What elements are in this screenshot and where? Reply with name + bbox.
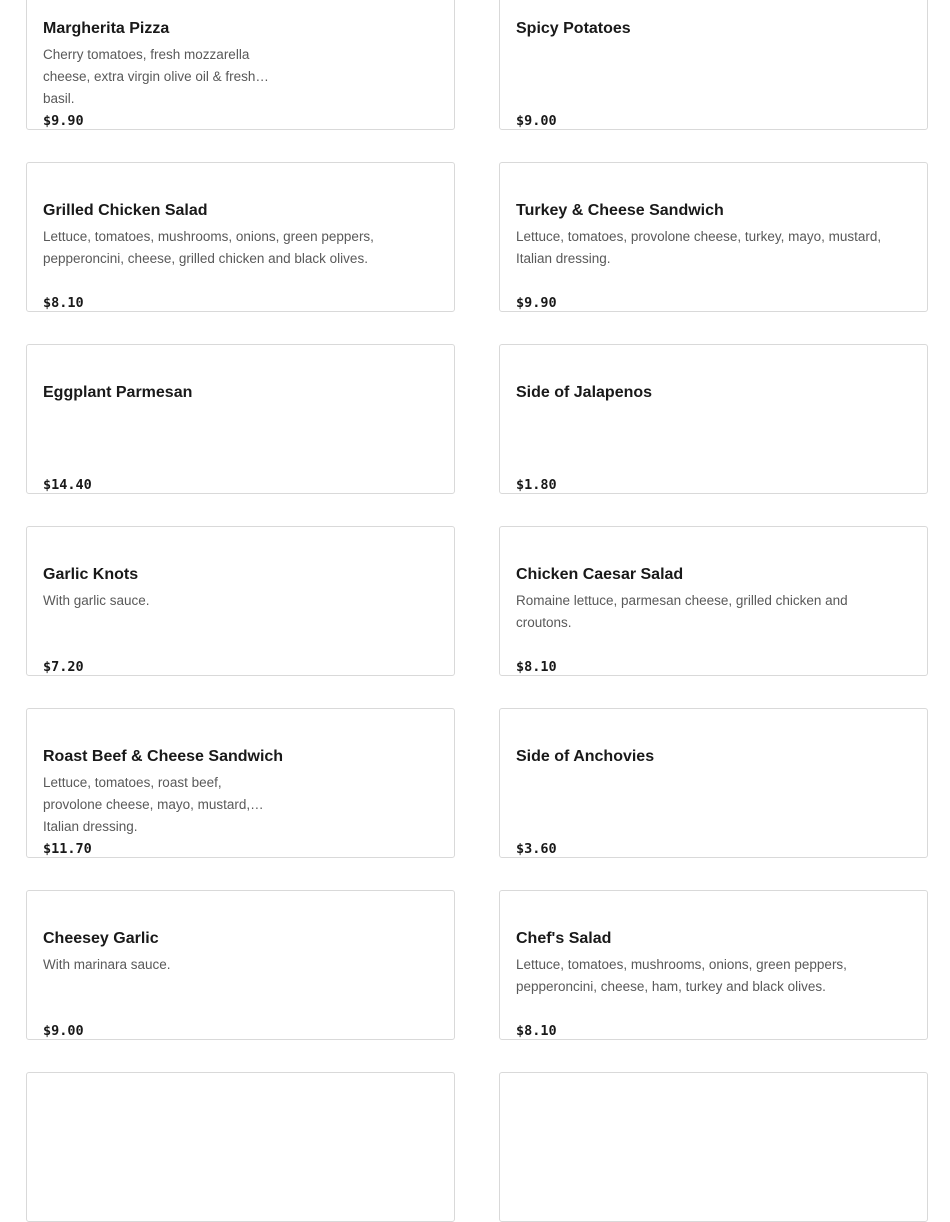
menu-item-card[interactable] (499, 0, 928, 130)
menu-item-card[interactable] (26, 344, 455, 494)
menu-item-price: $8.10 (516, 1023, 557, 1039)
menu-item-description: With garlic sauce. (43, 593, 150, 608)
menu-item-name: Side of Jalapenos (516, 384, 653, 401)
menu-item-description: Cherry tomatoes, fresh mozzarella cheese, extra virgin olive oil & fresh basil. (43, 47, 256, 106)
menu-item-price: $9.90 (43, 113, 84, 129)
menu-item-name: Turkey & Cheese Sandwich (516, 202, 724, 219)
menu-item-price: $9.00 (516, 113, 557, 129)
menu-item-description: Lettuce, tomatoes, mushrooms, onions, green peppers, pepperoncini, cheese, ham, turkey and black olives. (516, 957, 847, 994)
menu-item-card[interactable] (499, 526, 928, 676)
menu-item-card[interactable] (26, 1072, 455, 1222)
menu-item-price: $8.10 (516, 659, 557, 675)
menu-item-price: $8.10 (43, 295, 84, 311)
menu-item-description: Lettuce, tomatoes, provolone cheese, turkey, mayo, mustard, Italian dressing. (516, 229, 882, 266)
menu-item-description: Romaine lettuce, parmesan cheese, grilled chicken and croutons. (516, 593, 848, 630)
menu-item-name: Garlic Knots (43, 566, 139, 583)
menu-item-card[interactable] (26, 526, 455, 676)
menu-item-price: $9.90 (516, 295, 557, 311)
menu-item-card[interactable] (26, 0, 455, 130)
menu-item-price: $9.00 (43, 1023, 84, 1039)
menu-item-name: Chicken Caesar Salad (516, 566, 684, 583)
menu-item-name: Chef's Salad (516, 930, 612, 947)
menu-items-grid (26, 0, 928, 1222)
menu-item-price: $1.80 (516, 477, 557, 493)
menu-item-name: Spicy Potatoes (516, 20, 631, 37)
menu-item-card[interactable] (499, 1072, 928, 1222)
menu-item-name: Cheesey Garlic (43, 930, 159, 947)
menu-item-description: With marinara sauce. (43, 957, 171, 972)
menu-item-name: Margherita Pizza (43, 20, 170, 37)
menu-item-price: $3.60 (516, 841, 557, 857)
menu-item-price: $14.40 (43, 477, 92, 493)
menu-item-name: Grilled Chicken Salad (43, 202, 208, 219)
menu-item-card[interactable] (26, 708, 455, 858)
menu-item-card[interactable] (26, 890, 455, 1040)
menu-item-card[interactable] (499, 708, 928, 858)
menu-item-name: Side of Anchovies (516, 748, 655, 765)
menu-item-name: Roast Beef & Cheese Sandwich (43, 748, 284, 765)
menu-item-description: Lettuce, tomatoes, roast beef, provolone cheese, mayo, mustard, Italian dressing. (43, 775, 251, 834)
menu-item-card[interactable] (499, 162, 928, 312)
menu-item-card[interactable] (499, 344, 928, 494)
menu-item-card[interactable] (26, 162, 455, 312)
menu-item-name: Eggplant Parmesan (43, 384, 193, 401)
menu-item-price: $7.20 (43, 659, 84, 675)
menu-item-price: $11.70 (43, 841, 92, 857)
menu-item-description: Lettuce, tomatoes, mushrooms, onions, green peppers, pepperoncini, cheese, grilled chicken and black olives. (43, 229, 374, 266)
menu-item-card[interactable] (499, 890, 928, 1040)
